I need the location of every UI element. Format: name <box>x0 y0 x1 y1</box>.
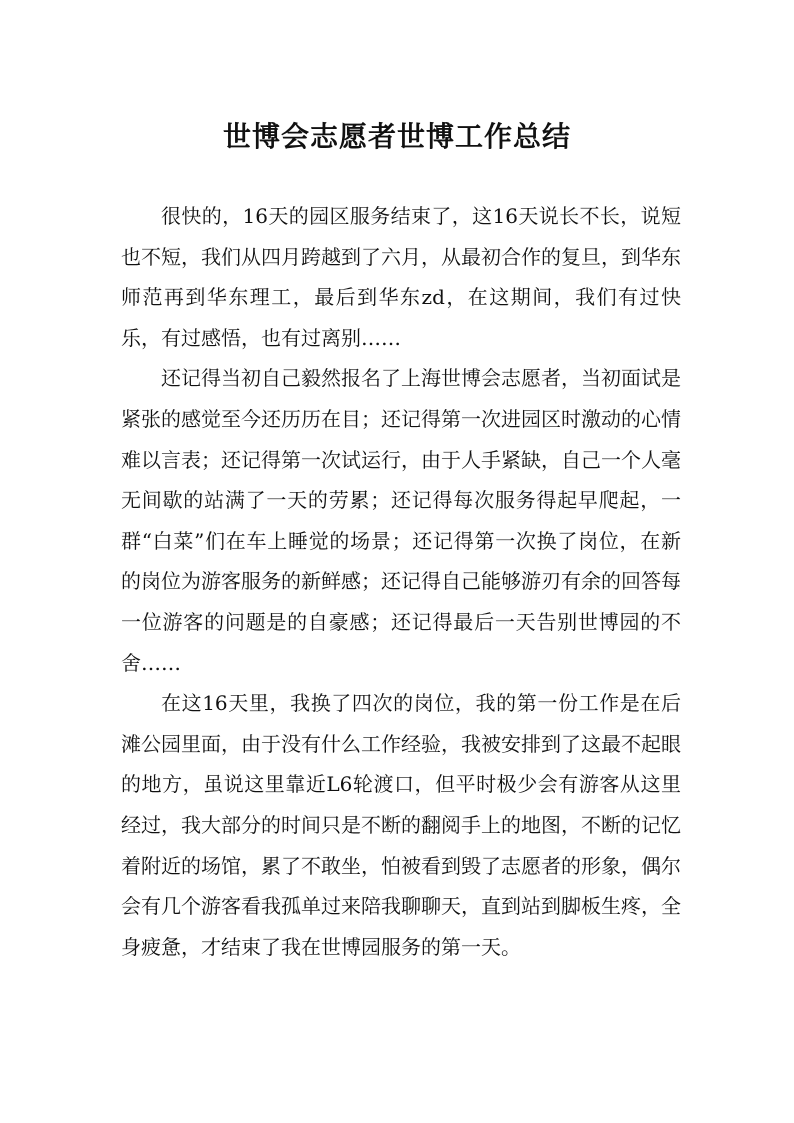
paragraph-2: 还记得当初自己毅然报名了上海世博会志愿者，当初面试是紧张的感觉至今还历历在目；还记得第一次进园区时激动的心情难以言表；还记得第一次试运行，由于人手紧缺，自己一个人毫无间歇的站满了一天的劳累；还记得每次服务得起早爬起，一群“白菜”们在车上睡觉的场景；还记得第一次换了岗位，在新的岗位为游客服务的新鲜感；还记得自己能够游刃有余的回答每一位游客的问题是的自豪感；还记得最后一天告别世博园的不舍…… <box>121 366 681 675</box>
document-body <box>121 196 681 967</box>
document-title: 世博会志愿者世博工作总结 <box>222 119 571 153</box>
paragraph-3: 在这16天里，我换了四次的岗位，我的第一份工作是在后滩公园里面，由于没有什么工作经验，我被安排到了这最不起眼的地方，虽说这里靠近L6轮渡口，但平时极少会有游客从这里经过，我大部分的时间只是不断的翻阅手上的地图，不断的记忆着附近的场馆，累了不敢坐，怕被看到毁了志愿者的形象，偶尔会有几个游客看我孤单过来陪我聊聊天，直到站到脚板生疼，全身疲惫，才结束了我在世博园服务的第一天。 <box>121 691 681 959</box>
paragraph-1: 很快的，16天的园区服务结束了，这16天说长不长，说短也不短，我们从四月跨越到了六月，从最初合作的复旦，到华东师范再到华东理工，最后到华东zd，在这期间，我们有过快乐，有过感悟，也有过离别…… <box>121 204 681 350</box>
